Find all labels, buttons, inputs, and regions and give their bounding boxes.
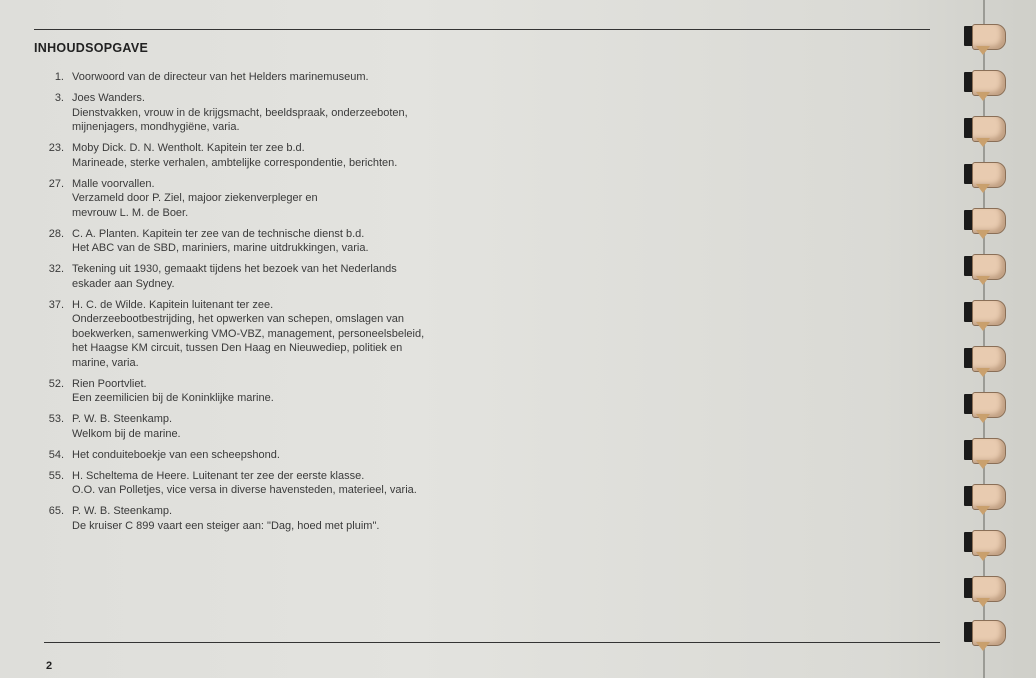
toc-page-number: 52. [48, 377, 64, 390]
toc-entry [30, 298, 490, 371]
toc-entry-line: Het conduiteboekje van een scheepshond. [72, 448, 280, 461]
toc-entry-line: O.O. van Polletjes, vice versa in diverse havensteden, materieel, varia. [72, 484, 417, 496]
toc-entry-line: H. Scheltema de Heere. Luitenant ter zee der eerste klasse. [72, 469, 365, 482]
toc-page-number: 37. [48, 298, 64, 311]
toc-entry-line: Een zeemilicien bij de Koninklijke marine. [72, 392, 274, 404]
toc-entry-line: mevrouw L. M. de Boer. [72, 206, 189, 219]
toc-page-number: 65. [48, 505, 64, 517]
toc-entry [30, 448, 490, 463]
toc-entry-line: Moby Dick. D. N. Wentholt. Kapitein ter zee b.d. [72, 142, 305, 154]
toc-page-number: 1. [54, 71, 64, 83]
toc-entry-line: P. W. B. Steenkamp. [72, 505, 173, 517]
toc-entry-line: Tekening uit 1930, gemaakt tijdens het bezoek van het Nederlands [72, 263, 397, 275]
toc-page-number: 55. [48, 469, 64, 482]
toc-entry [30, 177, 490, 221]
binding-coil [964, 392, 1008, 420]
toc-page-number: 53. [48, 413, 64, 425]
toc-entry-line: Welkom bij de marine. [72, 427, 181, 440]
toc-entry-line: Marineade, sterke verhalen, ambtelijke correspondentie, berichten. [72, 156, 398, 169]
page-title: INHOUDSOPGAVE [34, 41, 149, 55]
toc-entry-line: boekwerken, samenwerking VMO-VBZ, management, personeelsbeleid, [72, 327, 425, 340]
binding-coil [964, 484, 1008, 512]
toc-entry [30, 227, 490, 256]
toc-entry-line: C. A. Planten. Kapitein ter zee van de technische dienst b.d. [72, 227, 365, 240]
table-of-contents [30, 70, 490, 540]
top-rule [34, 29, 930, 30]
toc-page-number: 27. [48, 177, 64, 190]
binding-coil [964, 300, 1008, 328]
binding-coil [964, 438, 1008, 466]
binding-coil [964, 162, 1008, 190]
toc-page-number: 32. [48, 263, 64, 275]
toc-entry-line: eskader aan Sydney. [72, 277, 175, 290]
toc-entry [30, 91, 490, 135]
page-number: 2 [46, 660, 53, 672]
binding-coil [964, 208, 1008, 236]
toc-entry-line: Malle voorvallen. [72, 177, 155, 190]
toc-page-number: 23. [48, 142, 64, 154]
toc-entry-line: mijnenjagers, mondhygiëne, varia. [72, 121, 240, 133]
toc-entry-line: Joes Wanders. [72, 92, 145, 104]
toc-entry-line: P. W. B. Steenkamp. [72, 413, 173, 425]
binding-coil [964, 70, 1008, 98]
toc-entry [30, 469, 490, 498]
toc-entry-line: H. C. de Wilde. Kapitein luitenant ter zee. [72, 298, 274, 311]
toc-entry-line: het Haagse KM circuit, tussen Den Haag en Nieuwediep, politiek en [72, 342, 403, 354]
binding-coil [964, 530, 1008, 558]
toc-entry-line: Onderzeebootbestrijding, het opwerken van schepen, omslagen van [72, 313, 405, 325]
binding-coil [964, 576, 1008, 604]
toc-page-number: 54. [48, 448, 64, 461]
toc-entry-line: Dienstvakken, vrouw in de krijgsmacht, beeldspraak, onderzeeboten, [72, 106, 408, 119]
binding-coil [964, 116, 1008, 144]
toc-entry [30, 377, 490, 406]
toc-entry [30, 412, 490, 441]
toc-page-number: 3. [54, 92, 64, 104]
toc-page-number: 28. [48, 227, 64, 240]
toc-entry-line: Verzameld door P. Ziel, majoor ziekenverpleger en [72, 192, 318, 204]
toc-entry-line: Voorwoord van de directeur van het Helders marinemuseum. [72, 71, 369, 83]
toc-entry-line: Rien Poortvliet. [72, 377, 147, 390]
binding-coil [964, 24, 1008, 52]
toc-entry-line: De kruiser C 899 vaart een steiger aan: "Dag, hoed met pluim". [72, 519, 380, 532]
toc-entry [30, 262, 490, 291]
bottom-rule [44, 642, 940, 643]
toc-entry [30, 141, 490, 170]
binding-coil [964, 254, 1008, 282]
toc-entry [30, 504, 490, 533]
binding-coil [964, 620, 1008, 648]
toc-entry [30, 70, 490, 85]
toc-entry-line: Het ABC van de SBD, mariniers, marine uitdrukkingen, varia. [72, 242, 369, 254]
binding-coil [964, 346, 1008, 374]
toc-entry-line: marine, varia. [72, 356, 139, 369]
